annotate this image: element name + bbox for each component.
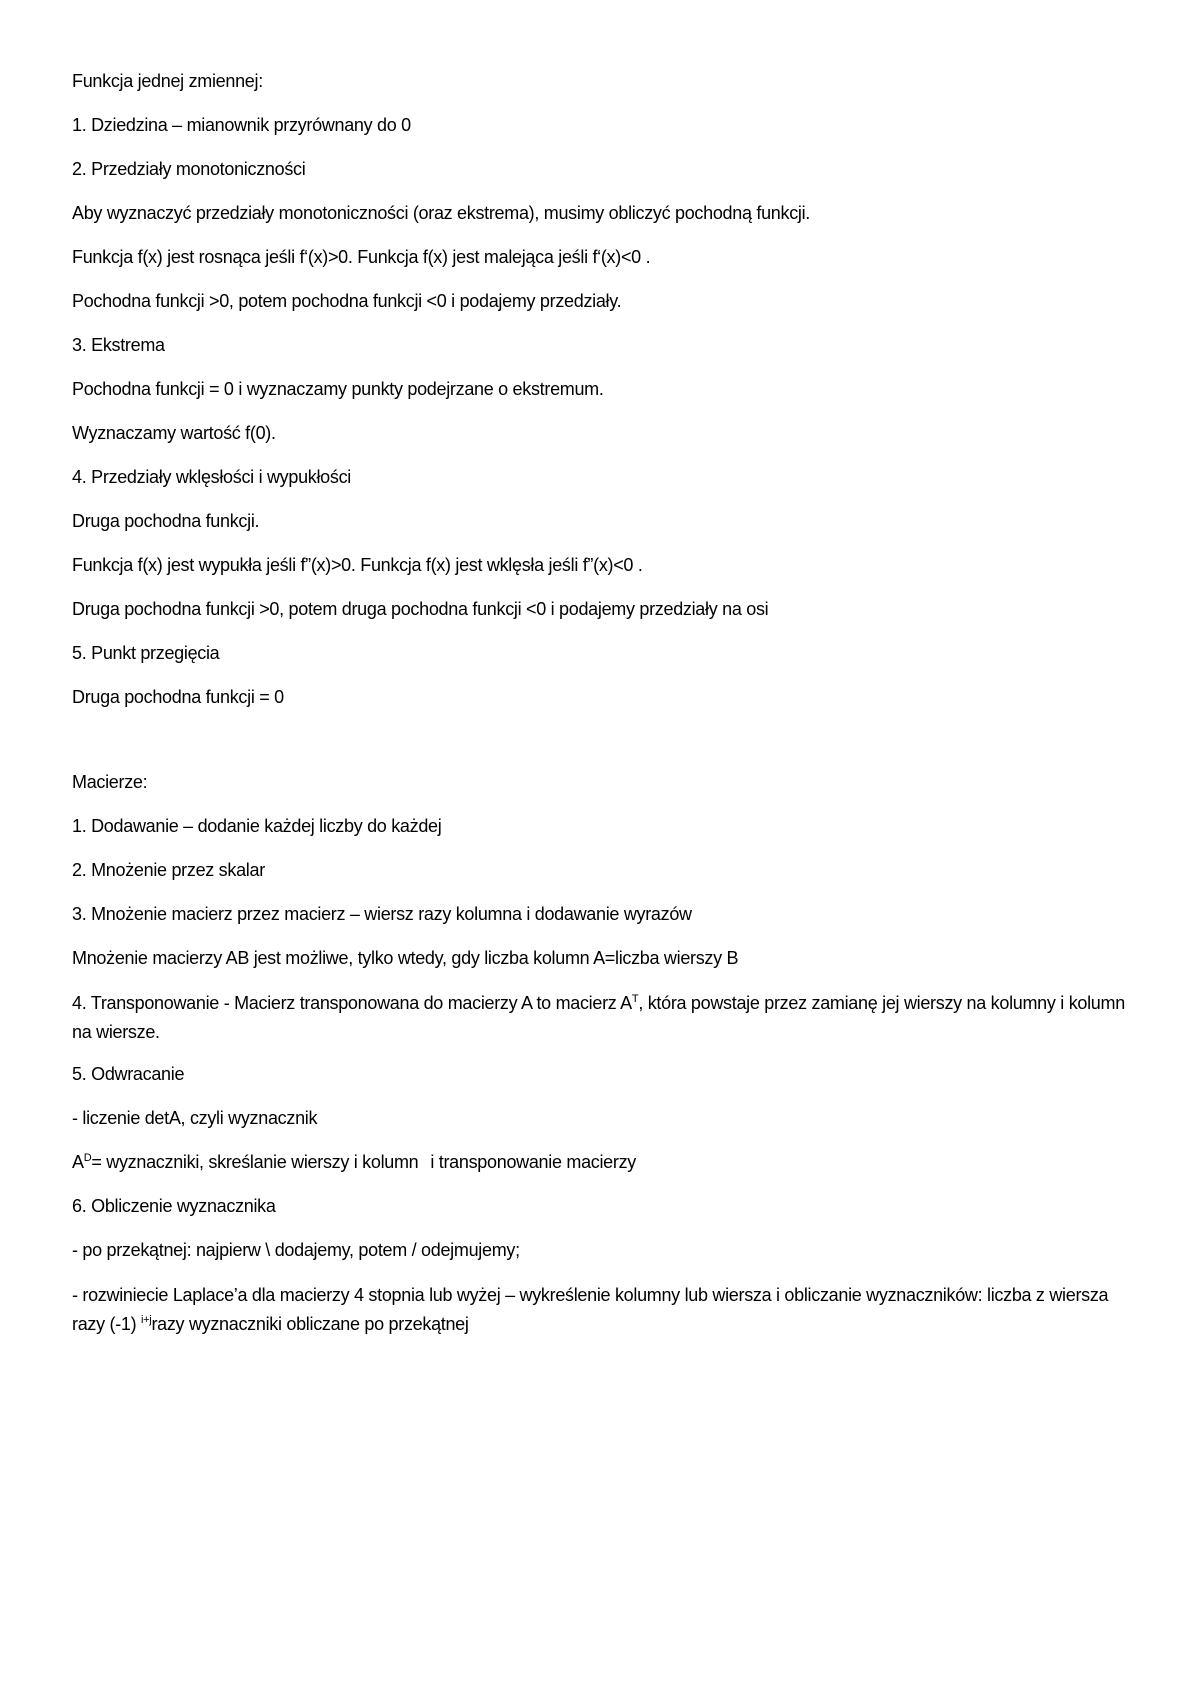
text-line: 6. Obliczenie wyznacznika [72,1196,276,1216]
text-line: 5. Punkt przegięcia [72,643,220,663]
laplace-superscript: i+j [141,1314,152,1326]
transpose-superscript: T [631,993,639,1005]
text-line: Pochodna funkcji >0, potem pochodna funkcji <0 i podajemy przedziały. [72,291,622,311]
adjugate-base: A [72,1152,84,1172]
text-line: 4. Przedziały wklęsłości i wypukłości [72,467,351,487]
text-line: Druga pochodna funkcji. [72,511,260,531]
transpose-text-after: , która powstaje przez zamianę jej wierszy na kolumny i kolumn na wiersze. [72,993,1125,1042]
laplace-paragraph [72,1281,1132,1339]
section-heading-matrices: Macierze: [72,772,148,792]
laplace-text-before: - rozwiniecie Laplace’a dla macierzy 4 stopnia lub wyżej – wykreślenie kolumny lub wiersza i obliczanie wyznaczników: liczba z wiersza razy (-1) [72,1285,1109,1334]
text-line: 5. Odwracanie [72,1064,185,1084]
text-line: 3. Ekstrema [72,335,165,355]
text-line: 3. Mnożenie macierz przez macierz – wiersz razy kolumna i dodawanie wyrazów [72,904,692,924]
text-line: 1. Dodawanie – dodanie każdej liczby do każdej [72,816,442,836]
text-line: Druga pochodna funkcji >0, potem druga pochodna funkcji <0 i podajemy przedziały na osi [72,599,769,619]
text-line: - liczenie detA, czyli wyznacznik [72,1108,318,1128]
transpose-text-before: 4. Transponowanie - Macierz transponowana do macierzy A to macierz A [72,993,632,1013]
text-line: - po przekątnej: najpierw \ dodajemy, potem / odejmujemy; [72,1240,520,1260]
text-line: Funkcja f(x) jest rosnąca jeśli f‘(x)>0. Funkcja f(x) jest malejąca jeśli f‘(x)<0 . [72,247,651,267]
transpose-paragraph [72,989,1132,1047]
adjugate-superscript: D [83,1152,92,1164]
adjugate-text-b: i transponowanie macierzy [430,1152,636,1172]
text-line: Druga pochodna funkcji = 0 [72,687,284,707]
adjugate-text-a: = wyznaczniki, skreślanie wierszy i kolumn [91,1152,419,1172]
text-line: Pochodna funkcji = 0 i wyznaczamy punkty podejrzane o ekstremum. [72,379,604,399]
text-line: 1. Dziedzina – mianownik przyrównany do 0 [72,115,411,135]
text-line: 2. Przedziały monotoniczności [72,159,306,179]
text-line: Wyznaczamy wartość f(0). [72,423,276,443]
text-line: Aby wyznaczyć przedziały monotoniczności (oraz ekstrema), musimy obliczyć pochodną funkcji. [72,203,810,223]
document-page [72,68,1132,1353]
text-line: Mnożenie macierzy AB jest możliwe, tylko wtedy, gdy liczba kolumn A=liczba wierszy B [72,948,739,968]
adjugate-line [72,1149,1132,1175]
section-heading-function: Funkcja jednej zmiennej: [72,71,263,91]
text-line: 2. Mnożenie przez skalar [72,860,265,880]
laplace-text-after: razy wyznaczniki obliczane po przekątnej [151,1314,469,1334]
text-line: Funkcja f(x) jest wypukła jeśli f”(x)>0. Funkcja f(x) jest wklęsła jeśli f”(x)<0 . [72,555,643,575]
